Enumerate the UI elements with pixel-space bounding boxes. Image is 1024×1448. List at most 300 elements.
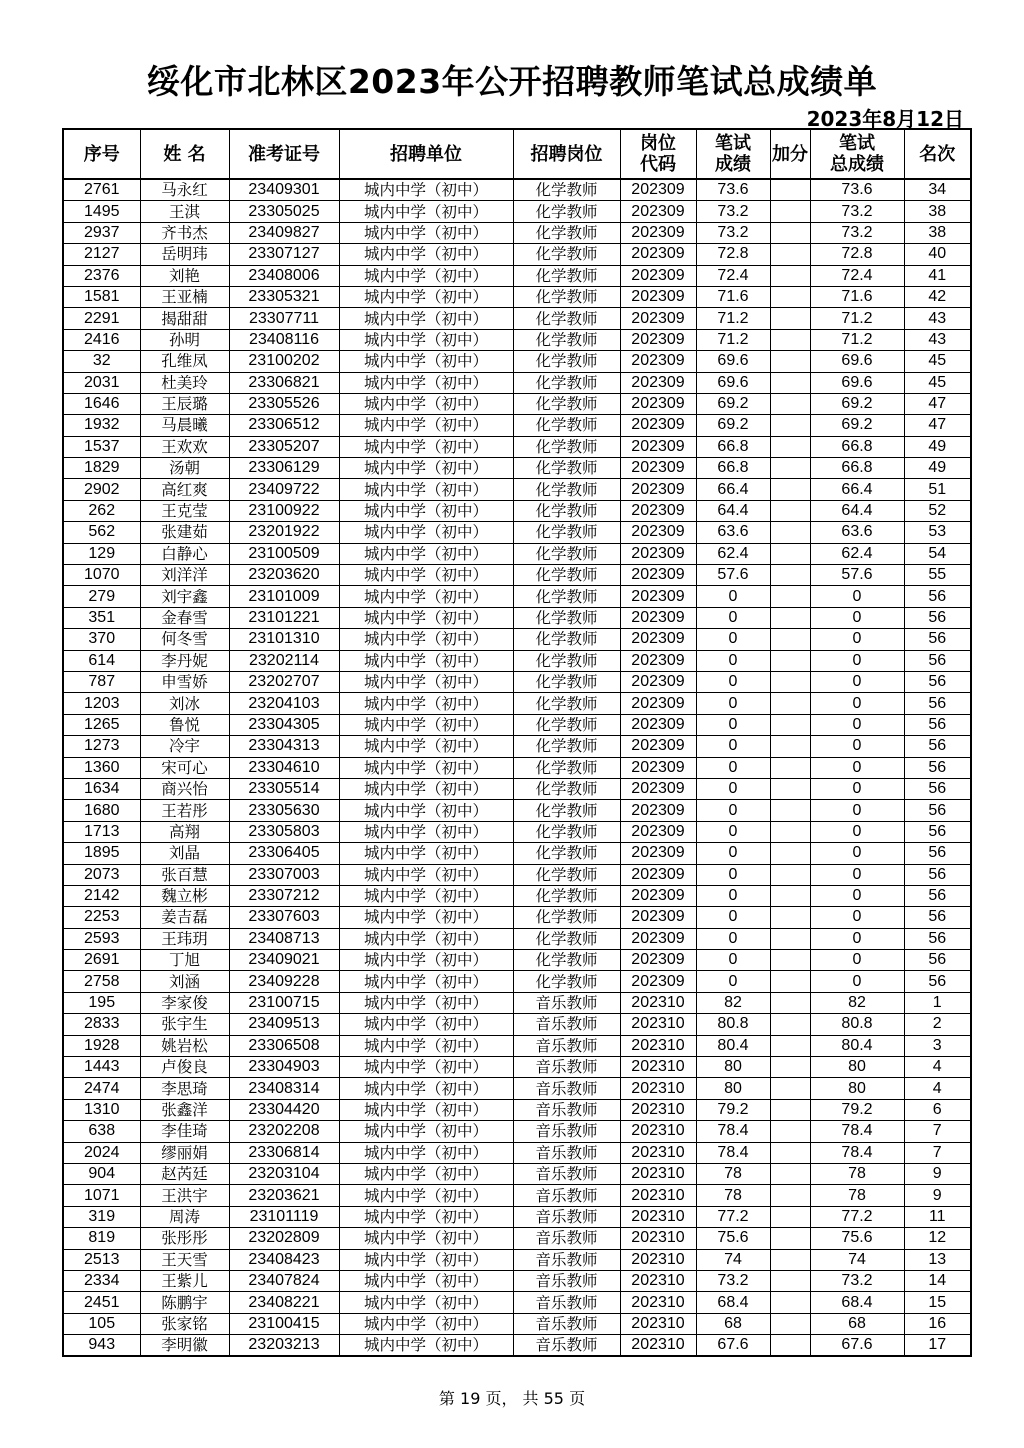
table-cell: 城内中学（初中） xyxy=(339,1292,513,1313)
table-row xyxy=(63,1206,971,1227)
table-cell: 23307212 xyxy=(229,885,339,906)
table-cell: 王欢欢 xyxy=(140,436,229,457)
table-cell: 0 xyxy=(696,629,770,650)
table-cell xyxy=(770,222,810,243)
table-cell: 城内中学（初中） xyxy=(339,757,513,778)
header-cell: 招聘岗位 xyxy=(513,129,620,179)
table-cell: 化学教师 xyxy=(513,393,620,414)
table-cell: 0 xyxy=(696,650,770,671)
table-cell xyxy=(770,992,810,1013)
table-cell xyxy=(770,1313,810,1334)
table-cell: 72.4 xyxy=(696,265,770,286)
table-cell: 2833 xyxy=(63,1014,140,1035)
table-cell: 城内中学（初中） xyxy=(339,693,513,714)
table-cell: 0 xyxy=(696,757,770,778)
table-cell: 城内中学（初中） xyxy=(339,586,513,607)
table-cell: 化学教师 xyxy=(513,586,620,607)
table-cell: 105 xyxy=(63,1313,140,1334)
table-row xyxy=(63,286,971,307)
table-cell: 69.2 xyxy=(810,415,904,436)
table-cell: 城内中学（初中） xyxy=(339,415,513,436)
table-cell: 64.4 xyxy=(810,500,904,521)
table-cell: 2291 xyxy=(63,308,140,329)
table-cell: 音乐教师 xyxy=(513,1035,620,1056)
table-cell: 城内中学（初中） xyxy=(339,778,513,799)
table-cell: 张家铭 xyxy=(140,1313,229,1334)
table-cell: 城内中学（初中） xyxy=(339,928,513,949)
table-cell: 2334 xyxy=(63,1270,140,1291)
table-cell: 56 xyxy=(904,736,971,757)
table-header-row xyxy=(63,129,971,179)
table-cell: 城内中学（初中） xyxy=(339,1249,513,1270)
table-cell: 化学教师 xyxy=(513,971,620,992)
table-cell: 23304903 xyxy=(229,1057,339,1078)
table-cell: 化学教师 xyxy=(513,843,620,864)
table-cell: 73.6 xyxy=(810,179,904,201)
table-cell: 城内中学（初中） xyxy=(339,843,513,864)
table-row xyxy=(63,629,971,650)
table-cell: 2513 xyxy=(63,1249,140,1270)
table-cell: 音乐教师 xyxy=(513,1335,620,1357)
table-cell: 鲁悦 xyxy=(140,714,229,735)
table-cell: 202309 xyxy=(620,607,696,628)
table-cell: 56 xyxy=(904,778,971,799)
table-cell: 78 xyxy=(696,1163,770,1184)
table-cell: 孙明 xyxy=(140,329,229,350)
table-cell: 刘宇鑫 xyxy=(140,586,229,607)
table-cell: 202310 xyxy=(620,1099,696,1120)
table-row xyxy=(63,864,971,885)
table-cell xyxy=(770,693,810,714)
table-cell: 202309 xyxy=(620,671,696,692)
table-cell: 63.6 xyxy=(696,522,770,543)
table-cell xyxy=(770,950,810,971)
table-cell: 23306129 xyxy=(229,458,339,479)
table-cell: 202309 xyxy=(620,821,696,842)
table-cell: 43 xyxy=(904,308,971,329)
table-cell: 38 xyxy=(904,222,971,243)
table-cell: 汤朝 xyxy=(140,458,229,479)
table-cell: 姚岩松 xyxy=(140,1035,229,1056)
table-cell: 23100202 xyxy=(229,351,339,372)
table-cell: 化学教师 xyxy=(513,778,620,799)
table-cell: 刘晶 xyxy=(140,843,229,864)
table-cell: 化学教师 xyxy=(513,286,620,307)
table-cell: 23307603 xyxy=(229,907,339,928)
table-cell: 54 xyxy=(904,543,971,564)
table-cell: 化学教师 xyxy=(513,308,620,329)
table-cell: 1646 xyxy=(63,393,140,414)
table-cell: 9 xyxy=(904,1163,971,1184)
table-cell: 56 xyxy=(904,928,971,949)
table-cell: 202310 xyxy=(620,1313,696,1334)
table-cell: 56 xyxy=(904,757,971,778)
table-row xyxy=(63,607,971,628)
table-cell: 城内中学（初中） xyxy=(339,971,513,992)
table-cell xyxy=(770,201,810,222)
table-cell: 63.6 xyxy=(810,522,904,543)
table-cell: 7 xyxy=(904,1121,971,1142)
table-cell: 卢俊良 xyxy=(140,1057,229,1078)
table-cell: 45 xyxy=(904,351,971,372)
table-row xyxy=(63,971,971,992)
table-cell: 1071 xyxy=(63,1185,140,1206)
table-cell: 城内中学（初中） xyxy=(339,1163,513,1184)
table-cell: 0 xyxy=(810,907,904,928)
table-row xyxy=(63,650,971,671)
table-cell: 城内中学（初中） xyxy=(339,500,513,521)
table-cell: 202309 xyxy=(620,907,696,928)
table-cell: 202309 xyxy=(620,286,696,307)
table-cell: 202309 xyxy=(620,629,696,650)
table-cell: 202309 xyxy=(620,650,696,671)
table-cell: 0 xyxy=(696,843,770,864)
table-cell: 80 xyxy=(696,1078,770,1099)
table-cell: 3 xyxy=(904,1035,971,1056)
table-cell: 化学教师 xyxy=(513,522,620,543)
table-row xyxy=(63,244,971,265)
table-cell xyxy=(770,1121,810,1142)
table-cell: 14 xyxy=(904,1270,971,1291)
table-cell: 城内中学（初中） xyxy=(339,907,513,928)
table-cell: 城内中学（初中） xyxy=(339,222,513,243)
table-cell: 1581 xyxy=(63,286,140,307)
table-cell: 23408221 xyxy=(229,1292,339,1313)
table-cell: 82 xyxy=(696,992,770,1013)
table-cell xyxy=(770,1163,810,1184)
table-cell: 0 xyxy=(696,693,770,714)
table-cell: 71.2 xyxy=(810,329,904,350)
table-cell: 23202809 xyxy=(229,1228,339,1249)
table-row xyxy=(63,693,971,714)
table-cell: 城内中学（初中） xyxy=(339,522,513,543)
table-cell: 0 xyxy=(810,928,904,949)
table-cell: 0 xyxy=(810,693,904,714)
table-row xyxy=(63,308,971,329)
table-cell: 638 xyxy=(63,1121,140,1142)
table-cell: 42 xyxy=(904,286,971,307)
table-cell: 化学教师 xyxy=(513,500,620,521)
table-cell: 202310 xyxy=(620,1121,696,1142)
header-cell: 准考证号 xyxy=(229,129,339,179)
table-cell xyxy=(770,843,810,864)
table-cell: 城内中学（初中） xyxy=(339,543,513,564)
table-cell: 79.2 xyxy=(696,1099,770,1120)
table-cell: 129 xyxy=(63,543,140,564)
table-cell: 23203620 xyxy=(229,565,339,586)
table-row xyxy=(63,950,971,971)
table-cell: 66.4 xyxy=(696,479,770,500)
table-row xyxy=(63,1163,971,1184)
table-cell: 202310 xyxy=(620,1014,696,1035)
table-cell: 音乐教师 xyxy=(513,1163,620,1184)
table-row xyxy=(63,1292,971,1313)
table-cell: 202309 xyxy=(620,736,696,757)
table-cell xyxy=(770,1206,810,1227)
table-cell: 杜美玲 xyxy=(140,372,229,393)
table-cell: 城内中学（初中） xyxy=(339,650,513,671)
table-row xyxy=(63,458,971,479)
table-cell: 0 xyxy=(696,714,770,735)
table-cell: 202309 xyxy=(620,308,696,329)
header-cell: 笔试 成绩 xyxy=(696,129,770,179)
table-cell xyxy=(770,1035,810,1056)
table-cell: 202309 xyxy=(620,244,696,265)
table-cell: 赵芮廷 xyxy=(140,1163,229,1184)
table-cell: 城内中学（初中） xyxy=(339,714,513,735)
table-cell: 化学教师 xyxy=(513,351,620,372)
table-row xyxy=(63,1228,971,1249)
table-cell xyxy=(770,543,810,564)
table-cell: 城内中学（初中） xyxy=(339,992,513,1013)
table-cell: 张彤彤 xyxy=(140,1228,229,1249)
table-cell: 202309 xyxy=(620,778,696,799)
table-cell: 丁旭 xyxy=(140,950,229,971)
table-cell: 王亚楠 xyxy=(140,286,229,307)
table-row xyxy=(63,671,971,692)
table-cell: 4 xyxy=(904,1078,971,1099)
table-cell xyxy=(770,671,810,692)
table-cell: 32 xyxy=(63,351,140,372)
table-cell: 1273 xyxy=(63,736,140,757)
table-cell: 67.6 xyxy=(696,1335,770,1357)
table-cell: 城内中学（初中） xyxy=(339,308,513,329)
table-cell: 71.6 xyxy=(810,286,904,307)
table-cell: 202310 xyxy=(620,1057,696,1078)
table-cell xyxy=(770,265,810,286)
table-cell: 56 xyxy=(904,693,971,714)
table-cell: 57.6 xyxy=(696,565,770,586)
table-cell: 202310 xyxy=(620,1035,696,1056)
table-cell: 2451 xyxy=(63,1292,140,1313)
table-cell: 城内中学（初中） xyxy=(339,1057,513,1078)
table-row xyxy=(63,1121,971,1142)
table-cell: 2024 xyxy=(63,1142,140,1163)
table-cell: 0 xyxy=(696,928,770,949)
table-row xyxy=(63,1249,971,1270)
table-cell: 23304420 xyxy=(229,1099,339,1120)
table-cell: 0 xyxy=(810,757,904,778)
table-row xyxy=(63,1014,971,1035)
table-cell: 音乐教师 xyxy=(513,1206,620,1227)
table-cell xyxy=(770,565,810,586)
table-cell: 202309 xyxy=(620,436,696,457)
table-cell xyxy=(770,1292,810,1313)
table-cell: 23407824 xyxy=(229,1270,339,1291)
table-cell: 56 xyxy=(904,907,971,928)
table-cell: 王玮玥 xyxy=(140,928,229,949)
table-cell xyxy=(770,286,810,307)
table-cell: 1070 xyxy=(63,565,140,586)
table-cell: 23304610 xyxy=(229,757,339,778)
table-cell: 202310 xyxy=(620,1335,696,1357)
table-cell: 城内中学（初中） xyxy=(339,1206,513,1227)
score-table xyxy=(62,128,972,1357)
table-cell: 56 xyxy=(904,885,971,906)
table-cell: 12 xyxy=(904,1228,971,1249)
table-cell: 0 xyxy=(810,607,904,628)
table-cell: 城内中学（初中） xyxy=(339,1228,513,1249)
table-cell: 张宇生 xyxy=(140,1014,229,1035)
table-cell: 75.6 xyxy=(810,1228,904,1249)
table-cell: 73.2 xyxy=(696,222,770,243)
table-cell: 562 xyxy=(63,522,140,543)
table-cell: 0 xyxy=(810,736,904,757)
table-cell: 王洪宇 xyxy=(140,1185,229,1206)
table-cell: 41 xyxy=(904,265,971,286)
table-cell: 马晨曦 xyxy=(140,415,229,436)
table-cell: 化学教师 xyxy=(513,864,620,885)
table-cell: 0 xyxy=(810,885,904,906)
table-cell: 音乐教师 xyxy=(513,1014,620,1035)
table-cell: 69.2 xyxy=(696,393,770,414)
table-cell: 音乐教师 xyxy=(513,1099,620,1120)
table-cell: 0 xyxy=(810,821,904,842)
table-cell: 6 xyxy=(904,1099,971,1120)
table-row xyxy=(63,522,971,543)
table-cell: 202310 xyxy=(620,1142,696,1163)
table-cell: 23408713 xyxy=(229,928,339,949)
table-cell: 0 xyxy=(810,864,904,885)
table-cell: 张百慧 xyxy=(140,864,229,885)
table-cell: 67.6 xyxy=(810,1335,904,1357)
table-cell: 0 xyxy=(810,971,904,992)
table-cell: 66.8 xyxy=(696,458,770,479)
table-cell: 904 xyxy=(63,1163,140,1184)
table-cell: 0 xyxy=(810,650,904,671)
table-cell: 1310 xyxy=(63,1099,140,1120)
table-cell: 揭甜甜 xyxy=(140,308,229,329)
table-cell: 23409827 xyxy=(229,222,339,243)
table-cell: 40 xyxy=(904,244,971,265)
table-cell: 202309 xyxy=(620,479,696,500)
table-cell: 音乐教师 xyxy=(513,1313,620,1334)
table-cell: 71.2 xyxy=(696,329,770,350)
table-cell: 城内中学（初中） xyxy=(339,864,513,885)
page-title: 绥化市北林区2023年公开招聘教师笔试总成绩单 xyxy=(146,62,878,101)
table-cell: 李丹妮 xyxy=(140,650,229,671)
table-cell: 音乐教师 xyxy=(513,1270,620,1291)
table-cell xyxy=(770,1270,810,1291)
table-cell: 72.8 xyxy=(696,244,770,265)
table-cell: 56 xyxy=(904,629,971,650)
table-cell: 城内中学（初中） xyxy=(339,436,513,457)
table-cell: 23203213 xyxy=(229,1335,339,1357)
table-cell: 城内中学（初中） xyxy=(339,351,513,372)
table-cell: 化学教师 xyxy=(513,885,620,906)
table-cell: 71.6 xyxy=(696,286,770,307)
table-cell: 城内中学（初中） xyxy=(339,1078,513,1099)
table-cell: 202310 xyxy=(620,1292,696,1313)
table-cell xyxy=(770,629,810,650)
table-cell: 23101119 xyxy=(229,1206,339,1227)
table-cell xyxy=(770,928,810,949)
table-cell xyxy=(770,1249,810,1270)
table-cell: 城内中学（初中） xyxy=(339,1014,513,1035)
table-cell: 2376 xyxy=(63,265,140,286)
table-cell: 城内中学（初中） xyxy=(339,800,513,821)
table-cell: 0 xyxy=(810,778,904,799)
table-cell: 73.2 xyxy=(810,201,904,222)
table-cell xyxy=(770,351,810,372)
table-cell: 2031 xyxy=(63,372,140,393)
table-cell: 姜吉磊 xyxy=(140,907,229,928)
table-row xyxy=(63,821,971,842)
table-cell: 金春雪 xyxy=(140,607,229,628)
table-cell: 202309 xyxy=(620,971,696,992)
table-cell: 614 xyxy=(63,650,140,671)
table-cell: 56 xyxy=(904,650,971,671)
table-cell: 56 xyxy=(904,864,971,885)
table-row xyxy=(63,885,971,906)
table-cell: 音乐教师 xyxy=(513,1249,620,1270)
table-cell: 43 xyxy=(904,329,971,350)
table-cell: 69.6 xyxy=(810,351,904,372)
table-cell: 23100715 xyxy=(229,992,339,1013)
table-cell: 城内中学（初中） xyxy=(339,179,513,201)
table-cell: 23305321 xyxy=(229,286,339,307)
table-cell: 化学教师 xyxy=(513,415,620,436)
table-cell: 0 xyxy=(696,885,770,906)
table-cell: 279 xyxy=(63,586,140,607)
header-cell: 加分 xyxy=(770,129,810,179)
table-row xyxy=(63,393,971,414)
table-cell: 69.6 xyxy=(810,372,904,393)
table-cell: 23305025 xyxy=(229,201,339,222)
table-cell: 23409722 xyxy=(229,479,339,500)
table-cell: 缪丽娟 xyxy=(140,1142,229,1163)
table-cell: 69.6 xyxy=(696,372,770,393)
table-cell: 申雪娇 xyxy=(140,671,229,692)
table-cell: 819 xyxy=(63,1228,140,1249)
table-cell: 80.4 xyxy=(696,1035,770,1056)
table-cell: 音乐教师 xyxy=(513,1292,620,1313)
table-cell: 城内中学（初中） xyxy=(339,201,513,222)
table-cell: 1443 xyxy=(63,1057,140,1078)
table-cell: 马永红 xyxy=(140,179,229,201)
table-cell: 69.2 xyxy=(810,393,904,414)
table-row xyxy=(63,1057,971,1078)
table-cell: 66.8 xyxy=(810,436,904,457)
table-cell: 高翔 xyxy=(140,821,229,842)
table-cell: 化学教师 xyxy=(513,629,620,650)
table-cell: 73.2 xyxy=(810,222,904,243)
table-cell: 56 xyxy=(904,843,971,864)
table-cell: 0 xyxy=(810,800,904,821)
table-cell: 49 xyxy=(904,436,971,457)
table-cell: 56 xyxy=(904,971,971,992)
table-cell: 351 xyxy=(63,607,140,628)
table-cell: 化学教师 xyxy=(513,736,620,757)
table-cell: 王辰璐 xyxy=(140,393,229,414)
table-row xyxy=(63,565,971,586)
table-cell: 孔维凤 xyxy=(140,351,229,372)
table-cell: 化学教师 xyxy=(513,607,620,628)
table-cell xyxy=(770,800,810,821)
table-cell: 56 xyxy=(904,671,971,692)
table-cell: 56 xyxy=(904,714,971,735)
table-cell: 城内中学（初中） xyxy=(339,629,513,650)
table-cell: 化学教师 xyxy=(513,179,620,201)
table-cell: 23408116 xyxy=(229,329,339,350)
table-row xyxy=(63,201,971,222)
table-cell: 202310 xyxy=(620,992,696,1013)
table-cell: 77.2 xyxy=(810,1206,904,1227)
table-cell xyxy=(770,372,810,393)
table-cell: 23305803 xyxy=(229,821,339,842)
table-cell: 23101310 xyxy=(229,629,339,650)
table-cell: 202309 xyxy=(620,800,696,821)
